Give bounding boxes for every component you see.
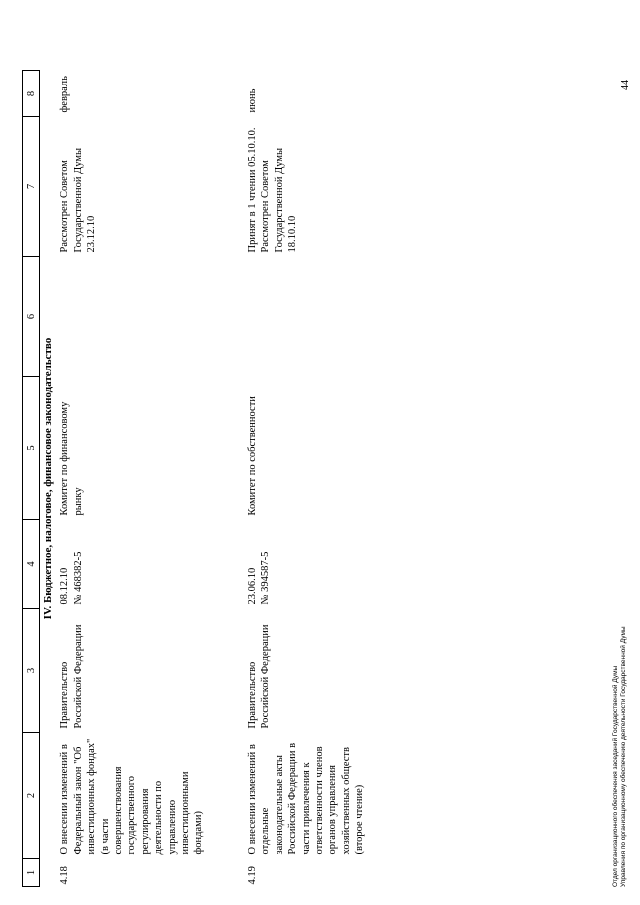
section-row	[40, 71, 57, 887]
column-6-cell	[206, 257, 367, 377]
page-number: 44	[620, 80, 631, 90]
column-number: 3	[23, 609, 40, 733]
bill-initiator: Правительство Российской Федерации	[246, 624, 272, 729]
legislation-table	[22, 70, 367, 887]
bill-registration	[56, 520, 205, 609]
planned-month: февраль	[59, 76, 71, 113]
bill-title: О внесении изменений в Федеральный закон "Об инвестиционных фондах" (в части совершенствования государственного регулирования деятельности по управлению инвестиционными фондами)	[59, 738, 205, 855]
table-row	[206, 71, 367, 887]
column-number: 4	[23, 520, 40, 609]
responsible-committee: Комитет по собственности	[246, 396, 258, 516]
row-number: 4.19	[246, 866, 258, 885]
bill-date: 23.06.10	[246, 567, 258, 605]
row-number: 4.18	[59, 866, 71, 885]
bill-status: Принят в 1 чтении 05.10.10. Рассмотрен Советом Государственной Думы 18.10.10	[246, 127, 299, 253]
bill-status: Рассмотрен Советом Государственной Думы 23.12.10	[59, 147, 98, 253]
column-number: 7	[23, 117, 40, 257]
column-number: 2	[23, 733, 40, 859]
bill-number: № 394587-5	[260, 551, 272, 605]
table-row	[56, 71, 205, 887]
column-number: 1	[23, 859, 40, 887]
column-6-cell	[56, 257, 205, 377]
bill-number: № 468382-5	[72, 551, 84, 605]
footer-line: Отдел организационного обеспечения заседаний Государственной Думы	[612, 665, 619, 887]
column-number-row	[23, 71, 40, 887]
column-number: 6	[23, 257, 40, 377]
responsible-committee: Комитет по финансовому рынку	[59, 401, 84, 516]
bill-registration	[206, 520, 367, 609]
section-title: IV. Бюджетное, налоговое, финансовое законодательство	[42, 337, 54, 620]
footer	[612, 626, 628, 887]
bill-initiator: Правительство Российской Федерации	[59, 624, 84, 729]
column-number: 5	[23, 377, 40, 520]
bill-date: 08.12.10	[59, 567, 71, 605]
column-number: 8	[23, 71, 40, 117]
footer-line: Управления по организационному обеспечению деятельности Государственной Думы	[620, 626, 627, 887]
bill-title: О внесении изменений в отдельные законодательные акты Российской Федерации в части привлечения к ответственности членов органов управления хозяйственных обществ (второе чтение)	[246, 742, 366, 855]
planned-month: июнь	[246, 88, 258, 113]
